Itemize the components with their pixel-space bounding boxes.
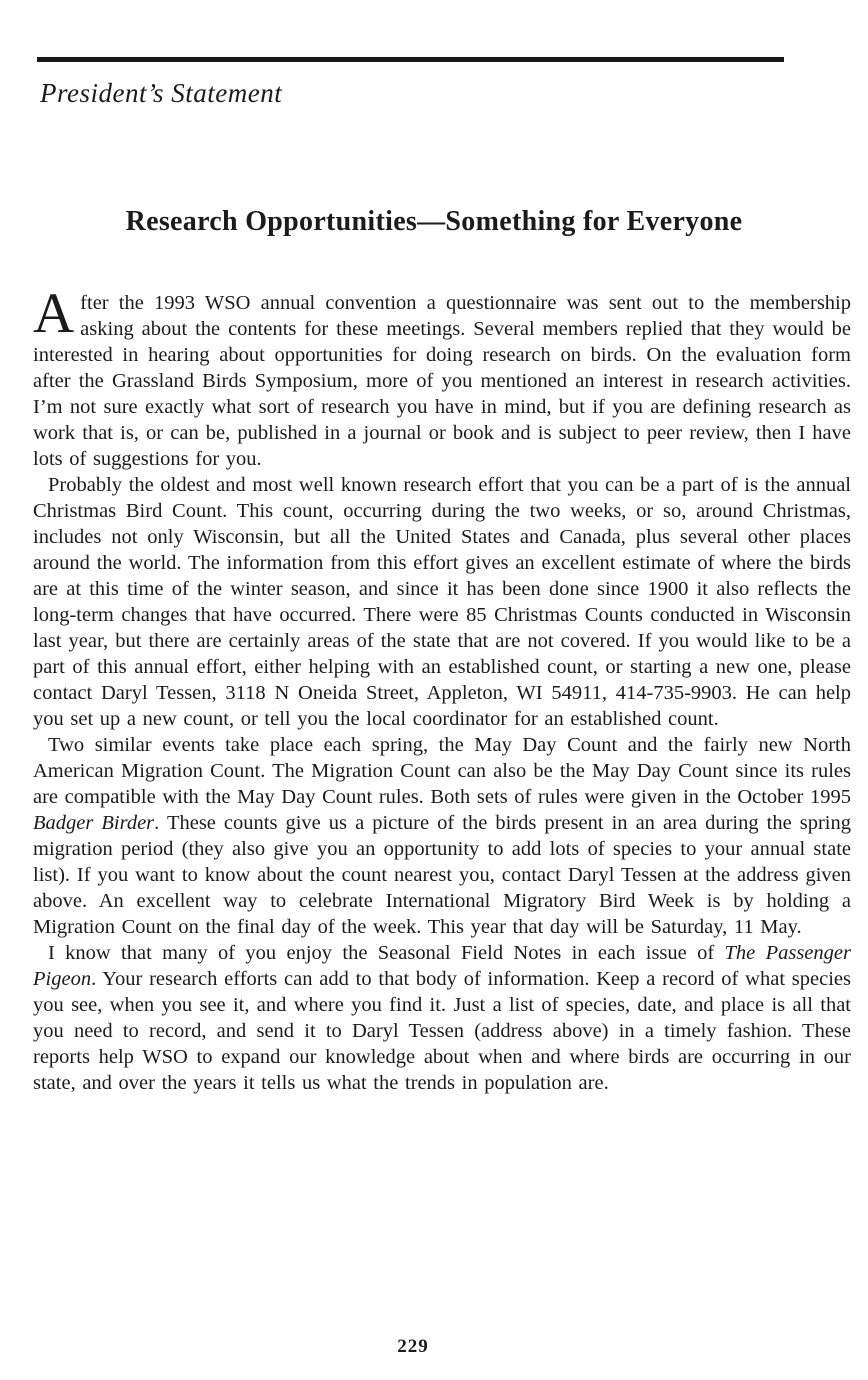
italic-text: Badger Birder bbox=[33, 812, 155, 834]
italic-text: The Passenger Pigeon bbox=[33, 942, 851, 990]
body-text: . Your research efforts can add to that body of information. Keep a record of what species you see, when you see it, and where you find it. Just a list of species, date, and place is all that you need to record, and send it to Daryl Tessen (address above) in a timely fashion. These reports help WSO to expand our knowledge about when and where birds are occurring in our state, and over the years it tells us what the trends in population are. bbox=[33, 968, 851, 1094]
drop-cap: A bbox=[33, 282, 75, 345]
article-title: Research Opportunities—Something for Everyone bbox=[125, 206, 743, 237]
section-label: President’s Statement bbox=[40, 78, 283, 108]
paragraph bbox=[33, 282, 851, 472]
paragraph bbox=[33, 732, 851, 940]
body-text: fter the 1993 WSO annual convention a questionnaire was sent out to the membership asking about the contents for these meetings. Several members replied that they would be interested in hearing about opportunities for doing research on birds. On the evaluation form after the Grassland Birds Symposium, more of you mentioned an interest in research activities. I’m not sure exactly what sort of research you have in mind, but if you are defining research as work that is, or can be, published in a journal or book and is subject to peer review, then I have lots of suggestions for you. bbox=[33, 292, 851, 470]
body-text: Two similar events take place each spring, the May Day Count and the fairly new North American Migration Count. The Migration Count can also be the May Day Count since its rules are compatible with the May Day Count rules. Both sets of rules were given in the October 1995 bbox=[33, 734, 851, 808]
header-rule bbox=[37, 57, 784, 62]
body-text: Probably the oldest and most well known research effort that you can be a part of is the annual Christmas Bird Count. This count, occurring during the two weeks, or so, around Christmas, includes not only Wisconsin, but all the United States and Canada, plus several other places around the world. The information from this effort gives an excellent estimate of where the birds are at this time of the winter season, and since it has been done since 1900 it also reflects the long-term changes that have occurred. There were 85 Christmas Counts conducted in Wisconsin last year, but there are certainly areas of the state that are not covered. If you would like to be a part of this annual effort, either helping with an established count, or starting a new one, please contact Daryl Tessen, 3118 N Oneida Street, Appleton, WI 54911, 414-735-9903. He can help you set up a new count, or tell you the local coordinator for an established count. bbox=[33, 474, 851, 730]
page-number: 229 bbox=[397, 1336, 429, 1357]
body-text: . These counts give us a picture of the birds present in an area during the spring migration period (they also give you an opportunity to add lots of species to your annual state list). If you want to know about the count nearest you, contact Daryl Tessen at the address given above. An excellent way to celebrate International Migratory Bird Week is by holding a Migration Count on the final day of the week. This year that day will be Saturday, 11 May. bbox=[33, 812, 851, 938]
paragraph bbox=[33, 940, 851, 1096]
paragraph bbox=[33, 472, 851, 732]
article-body bbox=[33, 282, 851, 1096]
body-text: I know that many of you enjoy the Seasonal Field Notes in each issue of bbox=[48, 942, 725, 964]
